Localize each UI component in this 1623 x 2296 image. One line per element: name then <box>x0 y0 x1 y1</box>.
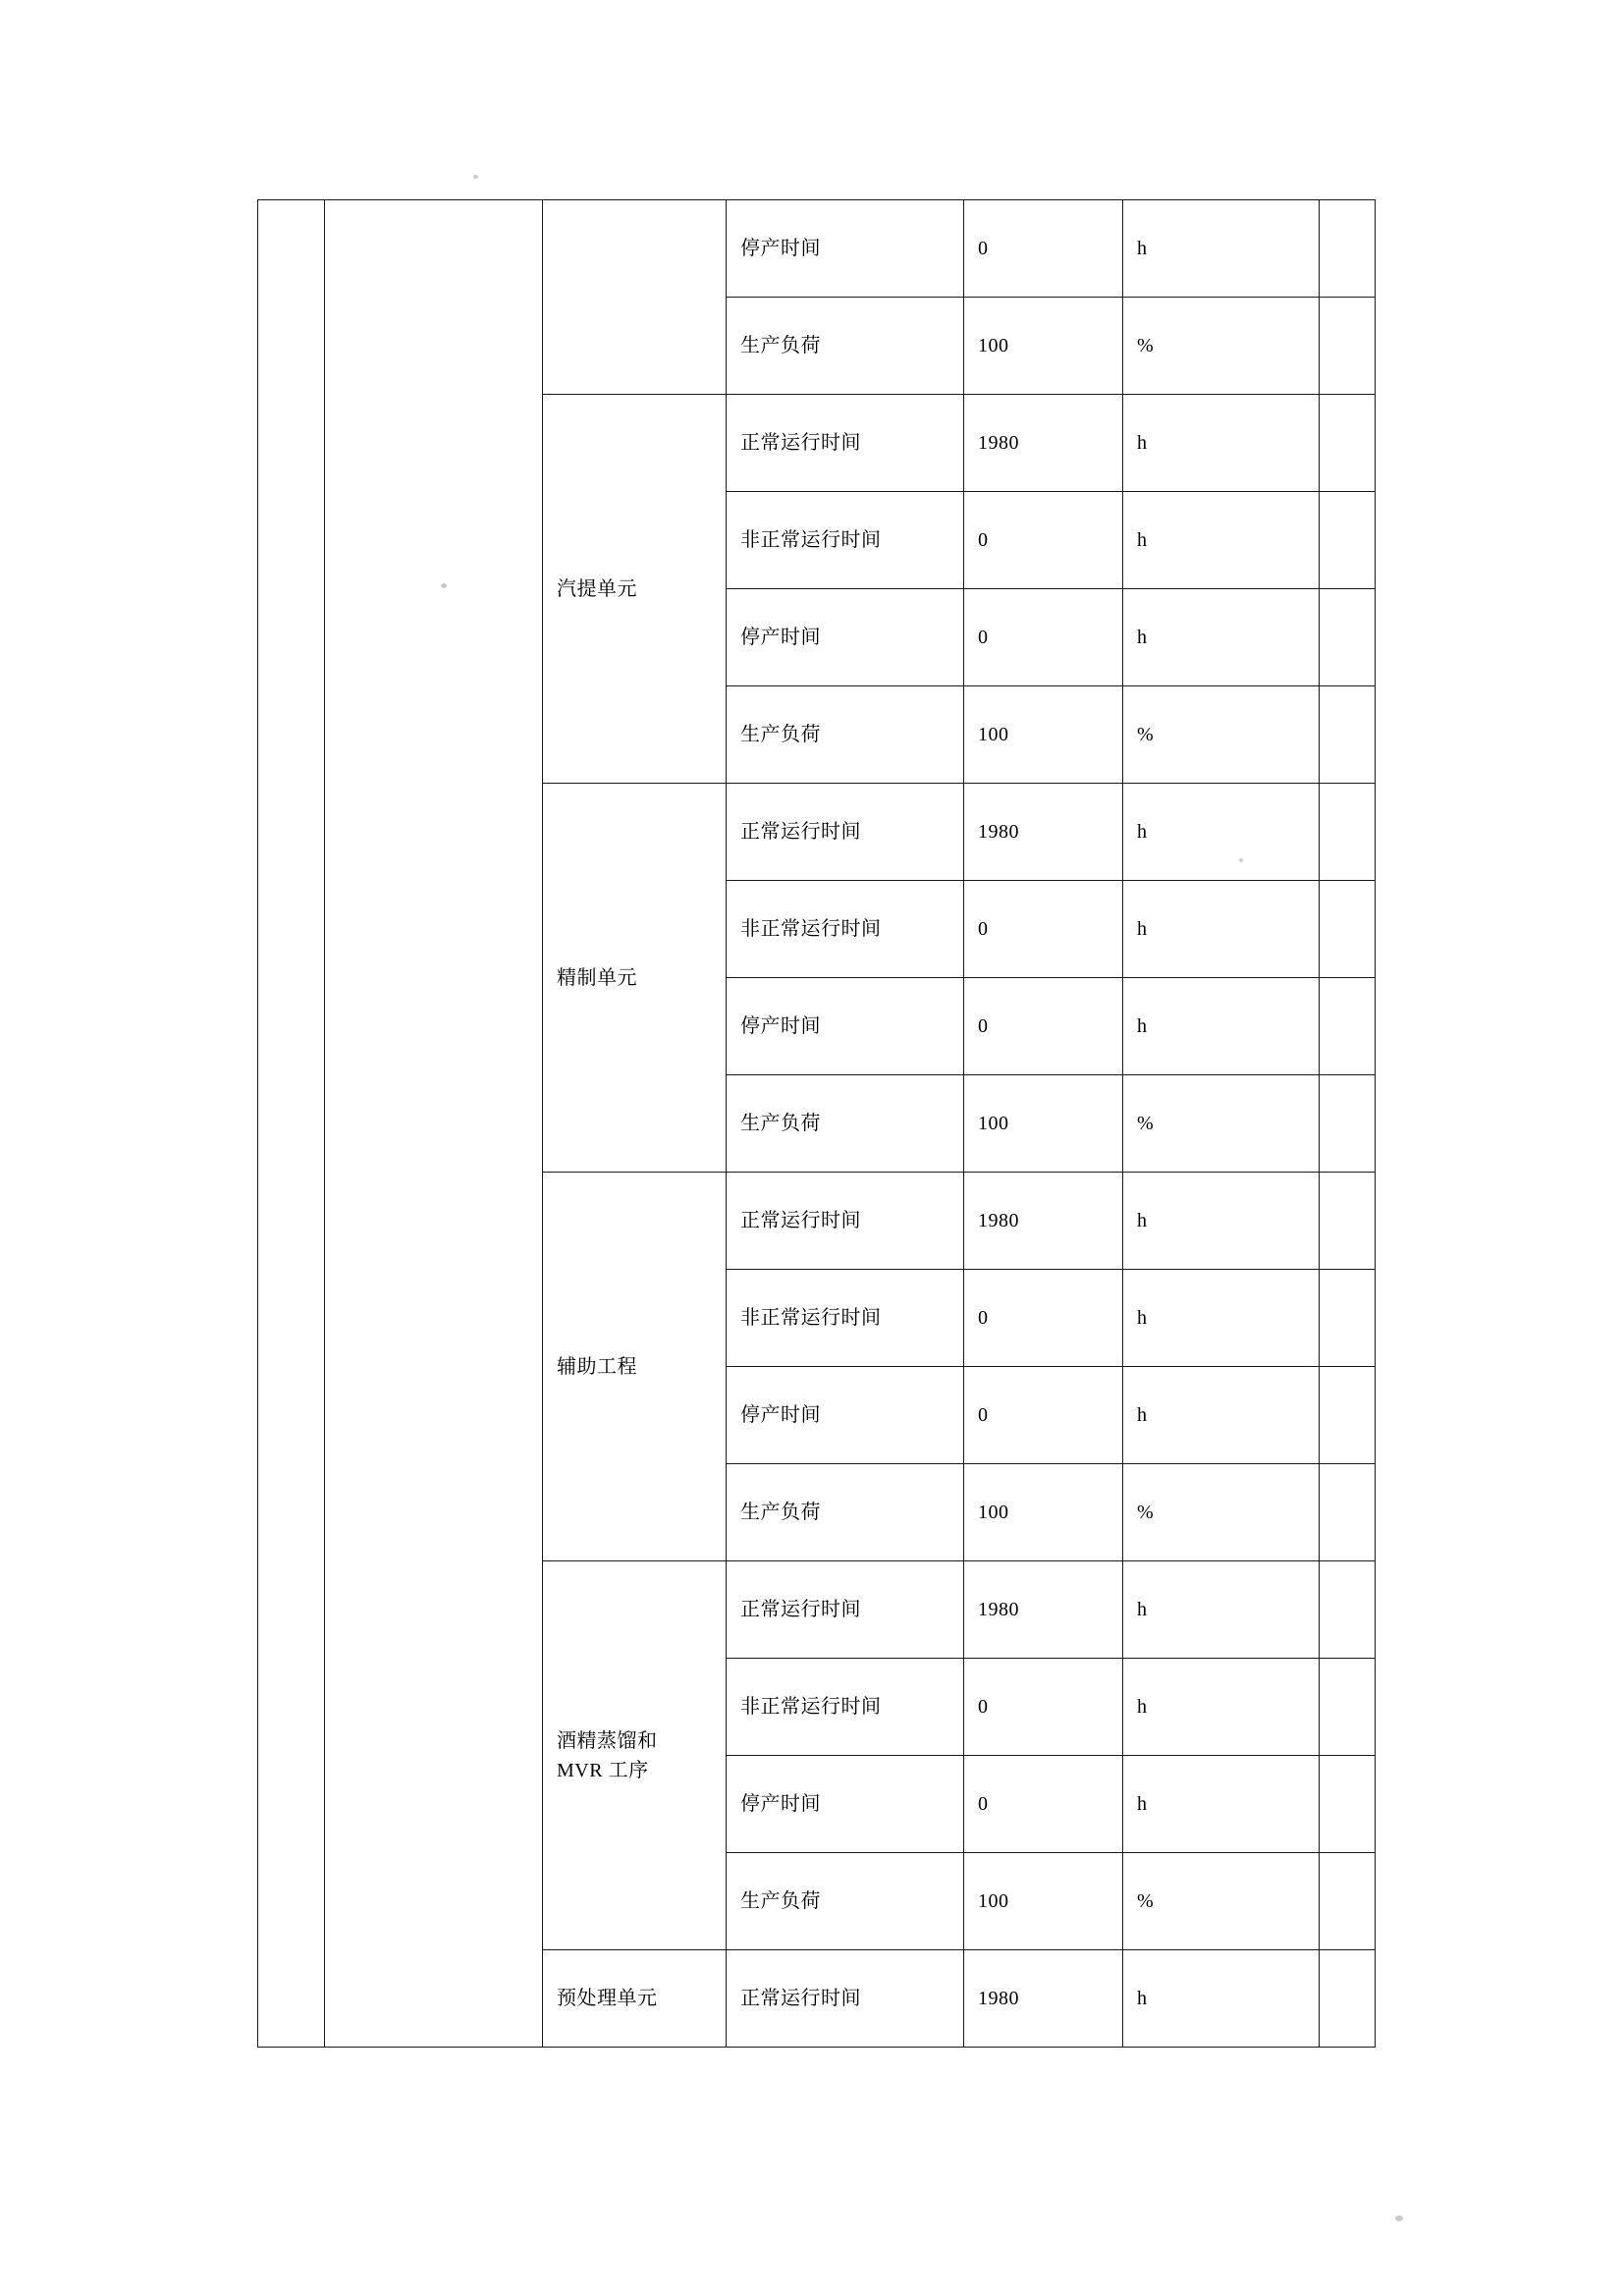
cell-value: 100 <box>964 298 1123 395</box>
cell-item: 生产负荷 <box>727 1075 964 1173</box>
unit-label-line-2: MVR 工序 <box>557 1759 649 1781</box>
cell-unit-of-measure: h <box>1123 492 1320 589</box>
cell-note <box>1320 395 1376 492</box>
cell-unit-of-measure: % <box>1123 1464 1320 1561</box>
cell-note <box>1320 1173 1376 1270</box>
cell-value: 0 <box>964 492 1123 589</box>
cell-unit-of-measure: h <box>1123 784 1320 881</box>
cell-unit-of-measure: h <box>1123 395 1320 492</box>
cell-item: 生产负荷 <box>727 298 964 395</box>
unit-label-line-1: 酒精蒸馏和 <box>557 1729 658 1752</box>
cell-unit-of-measure: h <box>1123 1173 1320 1270</box>
cell-item: 正常运行时间 <box>727 1173 964 1270</box>
cell-note <box>1320 686 1376 784</box>
cell-value: 100 <box>964 1464 1123 1561</box>
cell-value: 1980 <box>964 1561 1123 1659</box>
cell-value: 0 <box>964 200 1123 298</box>
cell-item: 正常运行时间 <box>727 1950 964 2048</box>
cell-unit-auxiliary: 辅助工程 <box>543 1173 727 1561</box>
cell-value: 1980 <box>964 784 1123 881</box>
cell-value: 100 <box>964 1075 1123 1173</box>
cell-value: 0 <box>964 978 1123 1075</box>
cell-item: 生产负荷 <box>727 1853 964 1950</box>
cell-note <box>1320 1464 1376 1561</box>
cell-item: 停产时间 <box>727 589 964 686</box>
cell-note <box>1320 200 1376 298</box>
cell-item: 非正常运行时间 <box>727 1659 964 1756</box>
cell-item: 停产时间 <box>727 200 964 298</box>
scan-speck-icon <box>473 175 478 179</box>
cell-unit-pretreatment: 预处理单元 <box>543 1950 727 2048</box>
cell-item: 正常运行时间 <box>727 784 964 881</box>
cell-unit-of-measure: h <box>1123 589 1320 686</box>
cell-unit-of-measure: h <box>1123 1367 1320 1464</box>
cell-note <box>1320 1950 1376 2048</box>
cell-unit-of-measure: h <box>1123 978 1320 1075</box>
cell-item: 停产时间 <box>727 1367 964 1464</box>
cell-value: 100 <box>964 1853 1123 1950</box>
cell-value: 0 <box>964 881 1123 978</box>
cell-unit-continued <box>543 200 727 395</box>
table-row <box>258 200 1376 298</box>
cell-note <box>1320 589 1376 686</box>
cell-unit-of-measure: % <box>1123 1853 1320 1950</box>
cell-item: 生产负荷 <box>727 686 964 784</box>
cell-value: 0 <box>964 589 1123 686</box>
cell-unit-of-measure: h <box>1123 1270 1320 1367</box>
cell-unit-of-measure: h <box>1123 1756 1320 1853</box>
scan-speck-icon <box>1395 2215 1403 2221</box>
cell-item: 非正常运行时间 <box>727 1270 964 1367</box>
cell-note <box>1320 492 1376 589</box>
cell-note <box>1320 881 1376 978</box>
cell-value: 0 <box>964 1270 1123 1367</box>
cell-note <box>1320 1075 1376 1173</box>
cell-value: 1980 <box>964 1173 1123 1270</box>
cell-unit-refining: 精制单元 <box>543 784 727 1173</box>
cell-value: 0 <box>964 1756 1123 1853</box>
cell-note <box>1320 1659 1376 1756</box>
cell-note <box>1320 784 1376 881</box>
cell-item: 停产时间 <box>727 1756 964 1853</box>
cell-unit-of-measure: h <box>1123 881 1320 978</box>
cell-item: 非正常运行时间 <box>727 492 964 589</box>
data-table-container <box>257 199 1375 2048</box>
cell-note <box>1320 1853 1376 1950</box>
cell-item: 正常运行时间 <box>727 1561 964 1659</box>
cell-second-category-continued <box>325 200 543 2048</box>
cell-note <box>1320 1270 1376 1367</box>
cell-item: 生产负荷 <box>727 1464 964 1561</box>
cell-unit-steam-stripping: 汽提单元 <box>543 395 727 784</box>
cell-note <box>1320 298 1376 395</box>
cell-item: 非正常运行时间 <box>727 881 964 978</box>
cell-outer-category-continued <box>258 200 325 2048</box>
cell-value: 100 <box>964 686 1123 784</box>
cell-note <box>1320 1367 1376 1464</box>
cell-unit-of-measure: h <box>1123 1561 1320 1659</box>
cell-unit-of-measure: h <box>1123 1659 1320 1756</box>
cell-note <box>1320 1561 1376 1659</box>
cell-unit-alcohol-distillation-mvr <box>543 1561 727 1950</box>
cell-value: 0 <box>964 1367 1123 1464</box>
cell-unit-of-measure: % <box>1123 686 1320 784</box>
operating-time-table <box>257 199 1376 2048</box>
cell-unit-of-measure: % <box>1123 1075 1320 1173</box>
cell-note <box>1320 1756 1376 1853</box>
cell-value: 1980 <box>964 395 1123 492</box>
cell-note <box>1320 978 1376 1075</box>
cell-value: 1980 <box>964 1950 1123 2048</box>
cell-unit-of-measure: h <box>1123 200 1320 298</box>
cell-unit-of-measure: % <box>1123 298 1320 395</box>
cell-item: 停产时间 <box>727 978 964 1075</box>
cell-value: 0 <box>964 1659 1123 1756</box>
cell-unit-of-measure: h <box>1123 1950 1320 2048</box>
cell-item: 正常运行时间 <box>727 395 964 492</box>
